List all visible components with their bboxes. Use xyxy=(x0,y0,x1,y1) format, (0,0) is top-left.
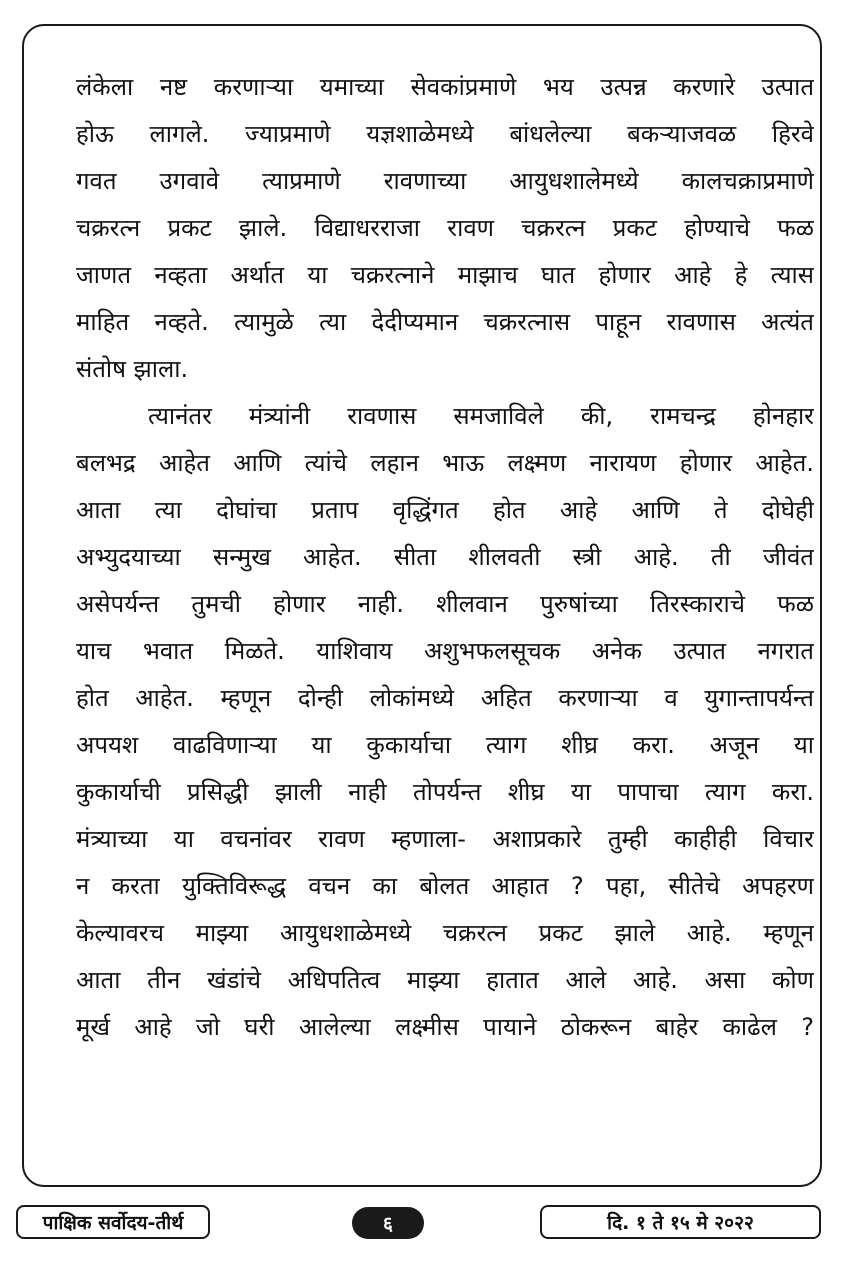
body-line-9: बलभद्र आहेत आणि त्यांचे लहान भाऊ लक्ष्मण नारायण होणार आहेत. xyxy=(76,449,814,477)
body-line-13: याच भवात मिळते. याशिवाय अशुभफलसूचक अनेक उत्पात नगरात xyxy=(76,637,814,665)
body-line-4: चक्ररत्न प्रकट झाले. विद्याधरराजा रावण चक्ररत्न प्रकट होण्याचे फळ xyxy=(76,214,814,242)
body-line-5: जाणत नव्हता अर्थात या चक्ररत्नाने माझाच घात होणार आहे हे त्यास xyxy=(76,261,814,289)
body-line-18: न करता युक्तिविरूद्ध वचन का बोलत आहात ? पहा, सीतेचे अपहरण xyxy=(76,872,814,900)
body-line-17: मंत्र्याच्या या वचनांवर रावण म्हणाला- अशाप्रकारे तुम्ही काहीही विचार xyxy=(76,825,814,853)
body-line-20: आता तीन खंडांचे अधिपतित्व माझ्या हातात आले आहे. असा कोण xyxy=(76,966,814,994)
publication-name: पाक्षिक सर्वोदय-तीर्थ xyxy=(16,1205,210,1239)
body-line-12: असेपर्यन्त तुमची होणार नाही. शीलवान पुरुषांच्या तिरस्काराचे फळ xyxy=(76,590,814,618)
body-line-7: संतोष झाला. xyxy=(76,355,189,383)
body-line-14: होत आहेत. म्हणून दोन्ही लोकांमध्ये अहित करणाऱ्या व युगान्तापर्यन्त xyxy=(76,684,814,712)
body-line-8: त्यानंतर मंत्र्यांनी रावणास समजाविले की, रामचन्द्र होनहार xyxy=(148,402,814,430)
body-line-11: अभ्युदयाच्या सन्मुख आहेत. सीता शीलवती स्त्री आहे. ती जीवंत xyxy=(76,543,814,571)
body-line-21: मूर्ख आहे जो घरी आलेल्या लक्ष्मीस पायाने ठोकरून बाहेर काढेल ? xyxy=(76,1013,814,1041)
body-line-16: कुकार्याची प्रसिद्धी झाली नाही तोपर्यन्त शीघ्र या पापाचा त्याग करा. xyxy=(76,778,814,806)
body-line-15: अपयश वाढविणाऱ्या या कुकार्याचा त्याग शीघ्र करा. अजून या xyxy=(76,731,814,759)
body-line-10: आता त्या दोघांचा प्रताप वृद्धिंगत होत आहे आणि ते दोघेही xyxy=(76,496,814,524)
body-line-1: लंकेला नष्ट करणाऱ्या यमाच्या सेवकांप्रमाणे भय उत्पन्न करणारे उत्पात xyxy=(76,73,814,101)
body-line-6: माहित नव्हते. त्यामुळे त्या देदीप्यमान चक्ररत्नास पाहून रावणास अत्यंत xyxy=(76,308,814,336)
body-line-19: केल्यावरच माझ्या आयुधशाळेमध्ये चक्ररत्न प्रकट झाले आहे. म्हणून xyxy=(76,919,814,947)
text-frame xyxy=(22,24,822,1187)
body-text xyxy=(76,64,814,1051)
body-line-2: होऊ लागले. ज्याप्रमाणे यज्ञशाळेमध्ये बांधलेल्या बकऱ्याजवळ हिरवे xyxy=(76,120,814,148)
body-line-3: गवत उगवावे त्याप्रमाणे रावणाच्या आयुधशालेमध्ये कालचक्राप्रमाणे xyxy=(76,167,814,195)
page-number: ६ xyxy=(352,1207,424,1239)
issue-date: दि. १ ते १५ मे २०२२ xyxy=(540,1205,821,1239)
